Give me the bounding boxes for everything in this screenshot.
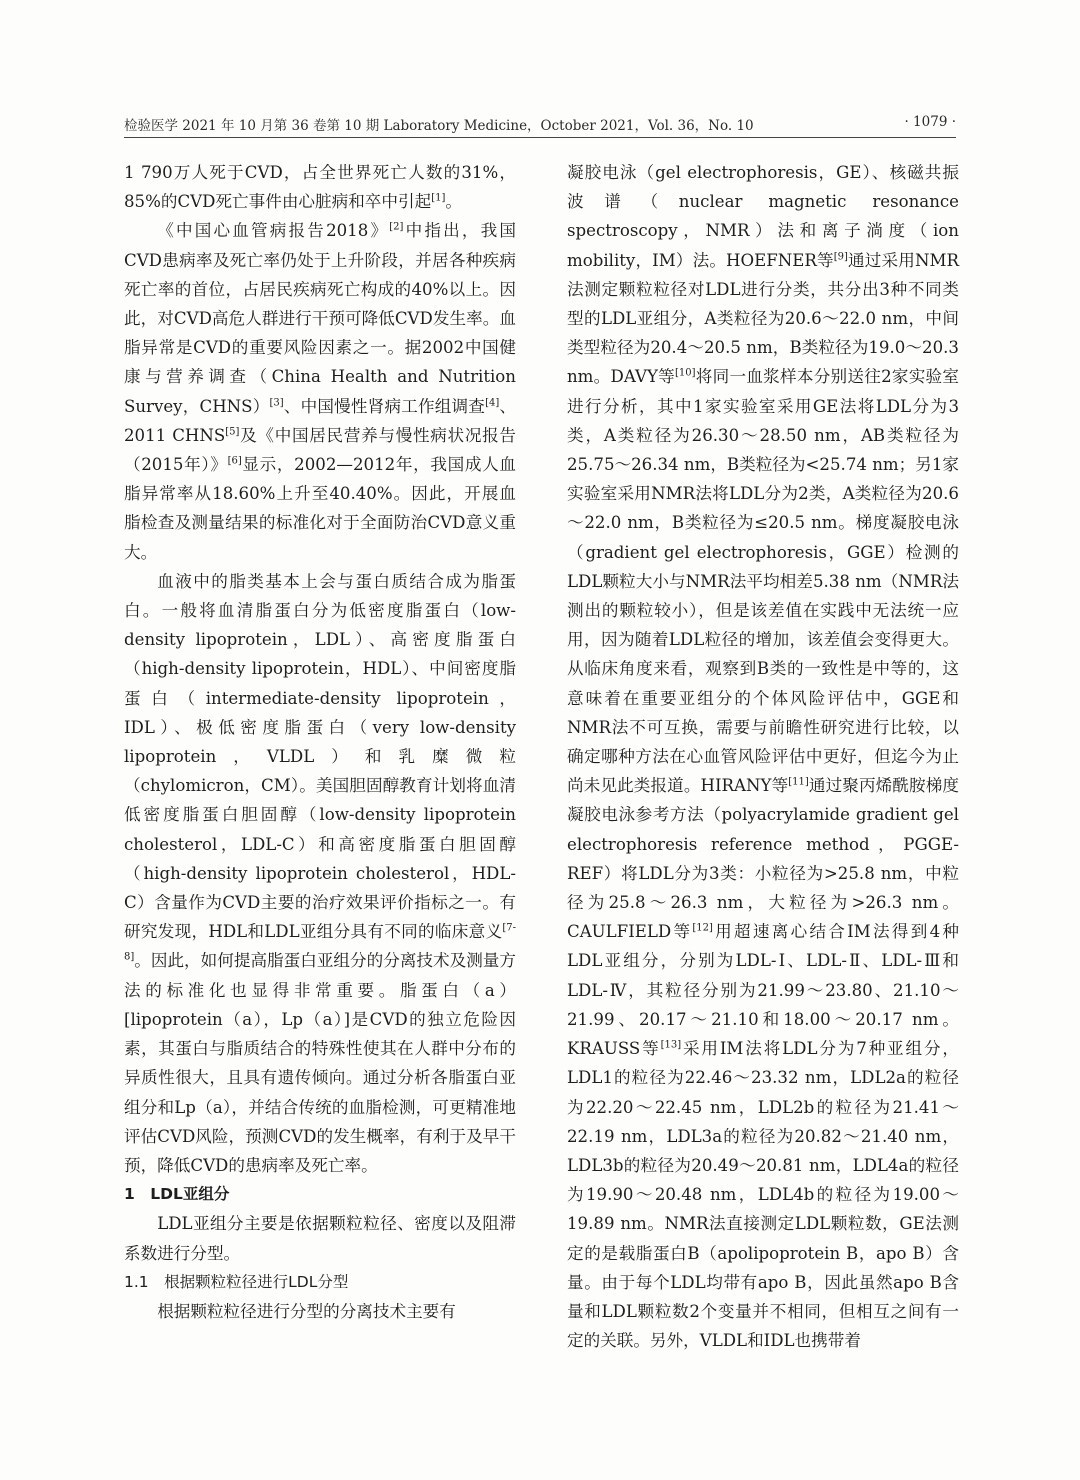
body-text: 显示，2002—2012年，我国成人血脂异常率从18.60%上升至40.40%。因此，开展血脂检查及测量结果的标准化对于全面防治CVD意义重大。: [124, 455, 516, 562]
body-text: 采用IM法将LDL分为7种亚组分，LDL1的粒径为22.46～23.32 nm，LDL2a的粒径为22.20～22.45 nm，LDL2b的粒径为21.41～22.19 nm，LDL3a的粒径为20.82～21.40 nm，LDL3b的粒径为20.49～20.81 nm，LDL4a的粒径为19.90～20.48 nm，LDL4b的粒径为19.00～19.89 nm。NMR法直接测定LDL颗粒数，GE法测定的是载脂蛋白B（apolipoprotein B，apo B）含量。由于每个LDL均带有apo B，因此虽然apo B含量和LDL颗粒数2个变量并不相同，但相互之间有一定的关联。另外，VLDL和IDL也携带着: [567, 1039, 959, 1351]
left-column: [124, 158, 516, 1326]
body-text: 通过聚丙烯酰胺梯度凝胶电泳参考方法（polyacrylamide gradient gel electrophoresis reference method，PGGE-REF）将LDL分为3类：小粒径为>25.8 nm，中粒径为25.8～26.3 nm，大粒径为>26.3 nm。CAULFIELD等: [567, 776, 960, 942]
page-number: · 1079 ·: [904, 114, 956, 130]
running-title: 检验医学 2021 年 10 月第 36 卷第 10 期 Laboratory Medicine，October 2021，Vol. 36，No. 10: [124, 118, 754, 134]
body-text: 《中国心血管病报告2018》: [157, 221, 390, 241]
citation-ref: [10]: [675, 367, 696, 379]
paragraph: [567, 158, 959, 1355]
citation-ref: [4]: [485, 397, 500, 409]
citation-ref: [5]: [225, 426, 240, 438]
citation-ref: [6]: [227, 455, 242, 467]
body-text: 血液中的脂类基本上会与蛋白质结合成为脂蛋白。一般将血清脂蛋白分为低密度脂蛋白（low-density lipoprotein，LDL）、高密度脂蛋白（high-density lipoprotein，HDL）、中间密度脂蛋白（intermediate-density lipoprotein，IDL）、极低密度脂蛋白（very low-density lipoprotein，VLDL）和乳糜微粒（chylomicron，CM）。美国胆固醇教育计划将血清低密度脂蛋白胆固醇（low-density lipoprotein cholesterol，LDL-C）和高密度脂蛋白胆固醇（high-density lipoprotein cholesterol，HDL-C）含量作为CVD主要的治疗效果评价指标之一。有研究发现，HDL和LDL亚组分具有不同的临床意义: [124, 571, 516, 942]
citation-ref: [2]: [389, 221, 404, 233]
section-heading: 1 LDL亚组分: [124, 1185, 230, 1204]
body-text: 、中国慢性肾病工作组调查: [283, 396, 486, 416]
body-text: 。因此，如何提高脂蛋白亚组分的分离技术及测量方法的标准化也显得非常重要。脂蛋白（a）[lipoprotein（a），Lp（a）]是CVD的独立危险因素，其蛋白与脂质结合的特殊性使其在人群中分布的异质性很大，且具有遗传倾向。通过分析各脂蛋白亚组分和Lp（a），并结合传统的血脂检测，可更精准地评估CVD风险，预测CVD的发生概率，有利于及早干预，降低CVD的患病率及死亡率。: [124, 951, 516, 1175]
body-text: 凝胶电泳（gel electrophoresis，GE）、核磁共振波谱（nuclear magnetic resonance spectroscopy，NMR）法和离子淌度（ion mobility，IM）法。HOEFNER等: [567, 163, 959, 270]
running-header: [124, 114, 956, 134]
citation-ref: [9]: [833, 251, 848, 263]
paragraph: LDL亚组分主要是依据颗粒粒径、密度以及阻滞系数进行分型。: [124, 1214, 516, 1263]
right-column: [567, 158, 959, 1355]
citation-ref: [13]: [660, 1039, 682, 1051]
header-rule: [124, 137, 956, 138]
citation-ref: [11]: [788, 776, 809, 788]
body-text: 、2011 CHNS: [124, 396, 517, 445]
subsection-heading: 1.1 根据颗粒粒径进行LDL分型: [124, 1272, 349, 1291]
paragraph: [124, 216, 516, 566]
body-text: 将同一血浆样本分别送往2家实验室进行分析，其中1家实验室采用GE法将LDL分为3类，A类粒径为26.30～28.50 nm，AB类粒径为25.75～26.34 nm，B类粒径为<25.74 nm；另1家实验室采用NMR法将LDL分为2类，A类粒径为20.6～22.0 nm，B类粒径为≤20.5 nm。梯度凝胶电泳（gradient gel electrophoresis，GGE）检测的LDL颗粒大小与NMR法平均相差5.38 nm（NMR法测出的颗粒较小），但是该差值在实践中无法统一应用，因为随着LDL粒径的增加，该差值会变得更大。从临床角度来看，观察到B类的一致性是中等的，这意味着在重要亚组分的个体风险评估中，GGE和NMR法不可互换，需要与前瞻性研究进行比较，以确定哪种方法在心血管风险评估中更好，但迄今为止尚未见此类报道。HIRANY等: [567, 367, 959, 796]
citation-ref: [7-8]: [124, 922, 516, 963]
citation-ref: [3]: [269, 397, 284, 409]
paragraph: 根据颗粒粒径进行分型的分离技术主要有: [157, 1301, 456, 1321]
paragraph: [124, 158, 516, 216]
body-text: 1 790万人死于CVD，占全世界死亡人数的31%，85%的CVD死亡事件由心脏病和卒中引起: [124, 163, 516, 212]
body-text: 通过采用NMR法测定颗粒粒径对LDL进行分类，共分出3种不同类型的LDL亚组分，A类粒径为20.6～22.0 nm，中间类型粒径为20.4～20.5 nm，B类粒径为19.0～20.3 nm。DAVY等: [567, 250, 959, 387]
body-text: 用超速离心结合IM法得到4种LDL亚组分，分别为LDL-Ⅰ、LDL-Ⅱ、LDL-Ⅲ和LDL-Ⅳ，其粒径分别为21.99～23.80、21.10～21.99、20.17～21.10和18.00～20.17 nm。KRAUSS等: [567, 922, 959, 1059]
citation-ref: [12]: [692, 922, 713, 934]
paragraph: [124, 567, 516, 1180]
body-text: 及《中国居民营养与慢性病状况报告（2015年）》: [124, 425, 517, 475]
body-text: 。: [445, 192, 462, 212]
body-text: 中指出，我国CVD患病率及死亡率仍处于上升阶段，并居各种疾病死亡率的首位，占居民疾病死亡构成的40%以上。因此，对CVD高危人群进行干预可降低CVD发生率。血脂异常是CVD的重要风险因素之一。据2002中国健康与营养调查（China Health and Nutrition Survey，CHNS）: [124, 221, 517, 416]
citation-ref: [1]: [431, 192, 446, 204]
